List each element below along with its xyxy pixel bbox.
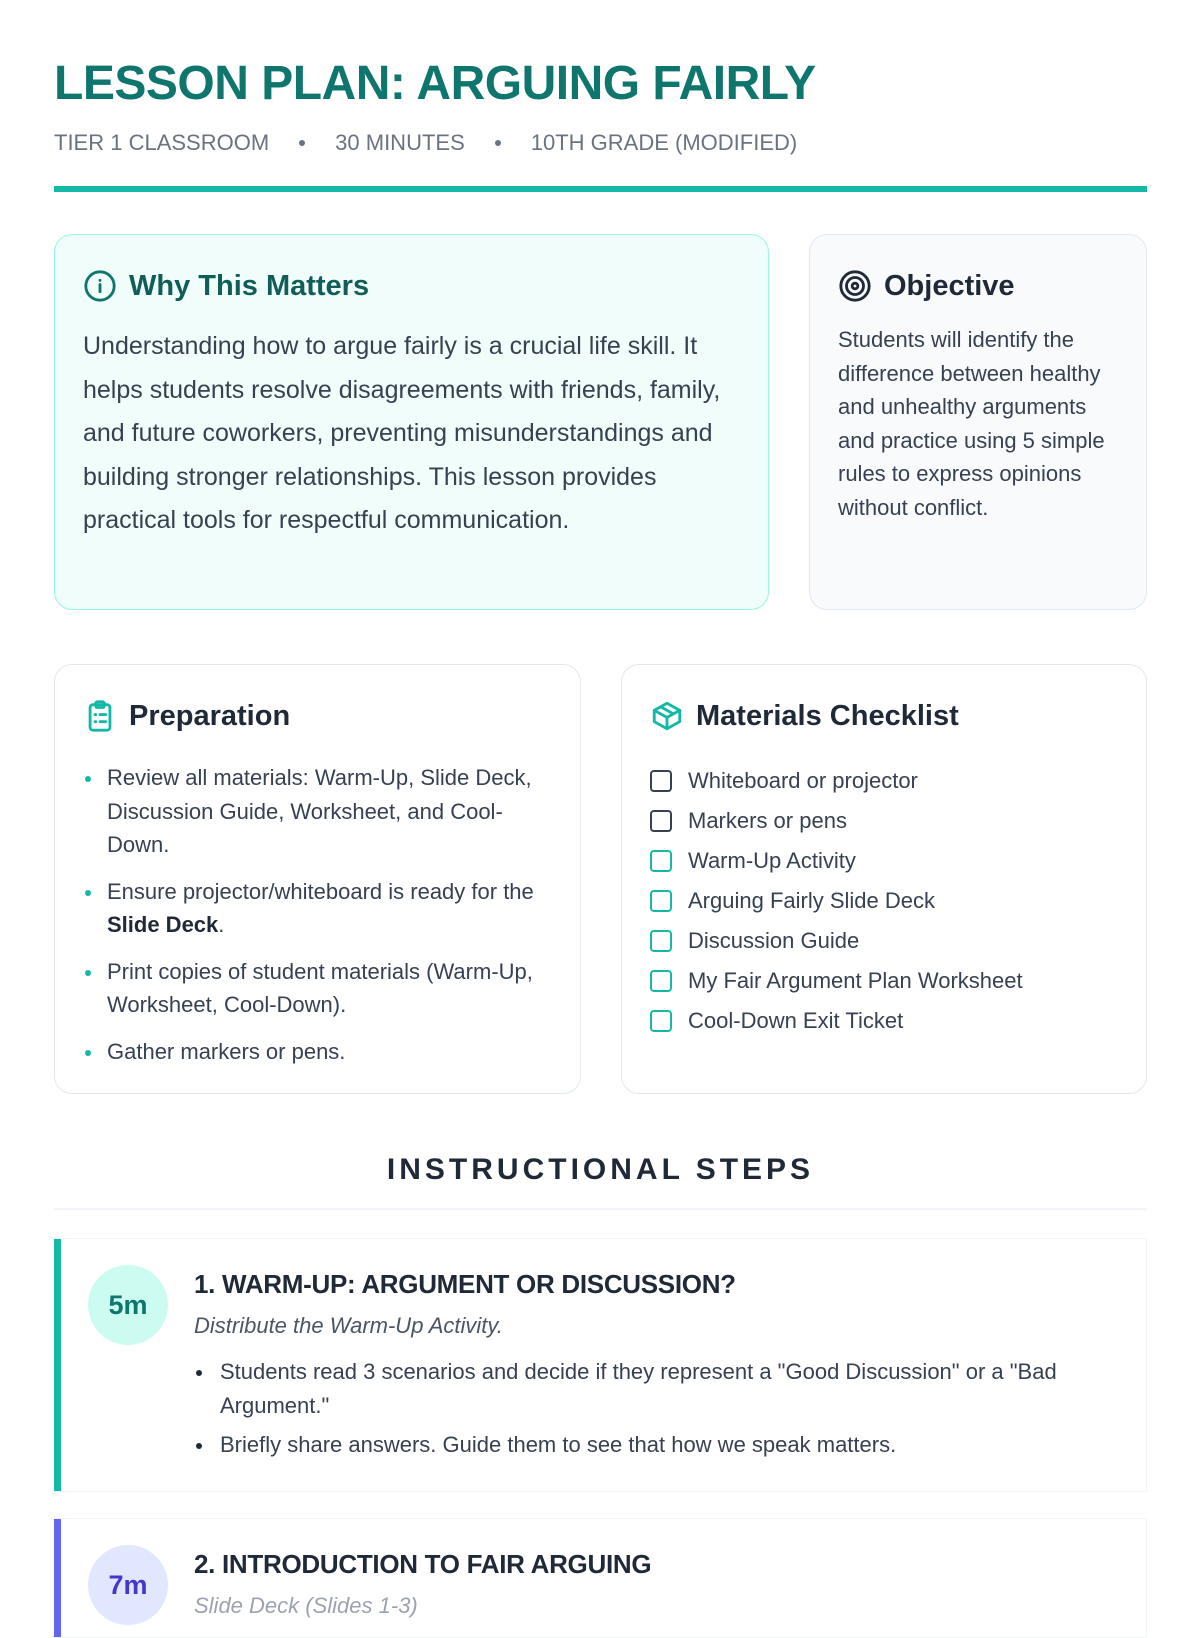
objective-card (809, 234, 1147, 610)
checklist-item-label: Cool-Down Exit Ticket (688, 1008, 904, 1033)
step-card (54, 1518, 1147, 1638)
step-time-badge: 5m (88, 1265, 168, 1345)
step-subtitle: Distribute the Warm-Up Activity. (194, 1313, 503, 1338)
list-item: Students read 3 scenarios and decide if they represent a "Good Discussion" or a "Bad Argument." (194, 1355, 1114, 1422)
checkbox[interactable] (650, 810, 672, 832)
list-item-text: . (218, 912, 225, 937)
checklist-item[interactable] (650, 761, 1130, 801)
objective-card-header (838, 269, 1015, 303)
checklist-item[interactable] (650, 921, 1130, 961)
preparation-card-title: Preparation (129, 699, 291, 732)
checkbox[interactable] (650, 770, 672, 792)
objective-card-title: Objective (884, 269, 1015, 302)
steps-divider (54, 1208, 1147, 1210)
step-time-badge: 7m (88, 1545, 168, 1625)
header-divider (54, 186, 1147, 192)
meta-separator (495, 140, 501, 146)
meta-separator (299, 140, 305, 146)
preparation-card-header (83, 699, 290, 733)
checklist-item-label: Arguing Fairly Slide Deck (688, 888, 935, 913)
objective-card-text: Students will identify the difference between healthy and unhealthy arguments and practice using 5 simple rules to express opinions without conflict. (838, 327, 1105, 520)
why-card-title: Why This Matters (129, 269, 370, 302)
why-card-header (83, 269, 369, 303)
checklist-item[interactable] (650, 1001, 1130, 1041)
checklist-item-label: Markers or pens (688, 808, 847, 833)
checklist-item[interactable] (650, 961, 1130, 1001)
materials-card-title: Materials Checklist (696, 699, 959, 732)
preparation-list (83, 761, 553, 1081)
step-accent-bar (54, 1239, 61, 1491)
checklist-item[interactable] (650, 881, 1130, 921)
instructional-steps-heading: INSTRUCTIONAL STEPS (386, 1153, 815, 1186)
checklist-item-label: Warm-Up Activity (688, 848, 856, 873)
materials-checklist-card (621, 664, 1147, 1094)
list-item: Print copies of student materials (Warm-Up, Worksheet, Cool-Down). (83, 955, 553, 1022)
preparation-card (54, 664, 581, 1094)
clipboard-list-icon (83, 699, 117, 733)
step-subtitle: Slide Deck (Slides 1-3) (194, 1593, 418, 1618)
materials-card-header (650, 699, 959, 733)
checklist-item[interactable] (650, 801, 1130, 841)
package-icon (650, 699, 684, 733)
materials-checklist (650, 761, 1130, 1041)
list-item: Briefly share answers. Guide them to see that how we speak matters. (194, 1428, 1114, 1462)
info-icon (83, 269, 117, 303)
step-card (54, 1238, 1147, 1492)
step-title: 2. INTRODUCTION TO FAIR ARGUING (194, 1549, 652, 1579)
list-item: Gather markers or pens. (83, 1035, 553, 1069)
checklist-item-label: Whiteboard or projector (688, 768, 918, 793)
checklist-item-label: My Fair Argument Plan Worksheet (688, 968, 1023, 993)
checkbox[interactable] (650, 970, 672, 992)
list-item: Review all materials: Warm-Up, Slide Deck, Discussion Guide, Worksheet, and Cool-Down. (83, 761, 553, 862)
meta-grade: 10TH GRADE (MODIFIED) (530, 130, 798, 155)
why-this-matters-card (54, 234, 769, 610)
list-item-emphasis: Slide Deck (107, 912, 219, 937)
checkbox[interactable] (650, 1010, 672, 1032)
step-bullets (194, 1355, 1114, 1468)
meta-setting: TIER 1 CLASSROOM (54, 130, 270, 155)
checkbox[interactable] (650, 850, 672, 872)
meta-duration: 30 MINUTES (335, 130, 465, 155)
list-item-text: Ensure projector/whiteboard is ready for the (107, 878, 534, 904)
target-icon (838, 269, 872, 303)
step-accent-bar (54, 1519, 61, 1637)
lesson-meta (54, 128, 797, 158)
why-card-text: Understanding how to argue fairly is a crucial life skill. It helps students resolve disagreements with friends, family, and future coworkers, preventing misunderstandings and building stronger relationships. This lesson provides practical tools for respectful communication. (83, 332, 721, 534)
checklist-item[interactable] (650, 841, 1130, 881)
list-item (83, 875, 553, 942)
page-title: LESSON PLAN: ARGUING FAIRLY (54, 57, 816, 110)
checkbox[interactable] (650, 930, 672, 952)
step-title: 1. WARM-UP: ARGUMENT OR DISCUSSION? (194, 1269, 736, 1299)
checklist-item-label: Discussion Guide (688, 928, 860, 953)
checkbox[interactable] (650, 890, 672, 912)
